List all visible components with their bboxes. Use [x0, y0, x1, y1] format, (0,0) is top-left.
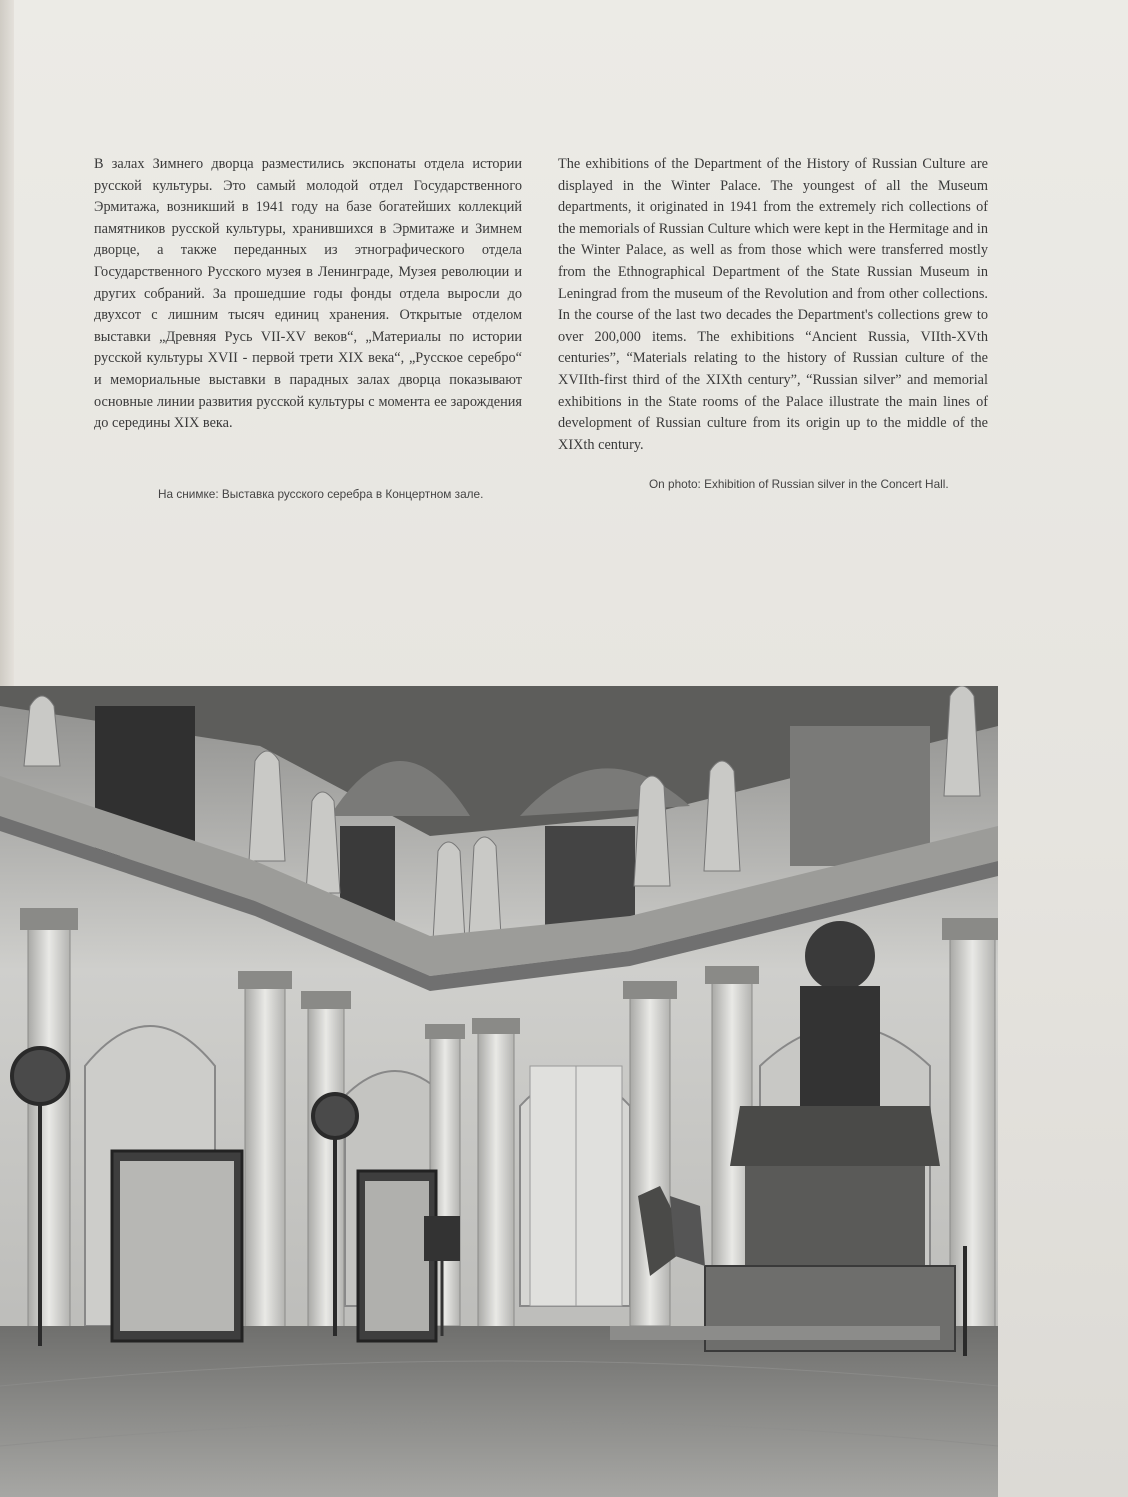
russian-photo-caption: На снимке: Выставка русского серебра в Концертном зале. [158, 487, 484, 501]
english-text-column: The exhibitions of the Department of the History of Russian Culture are displayed in the Winter Palace. The youngest of all the Museum departments, it originated in 1941 from the extremely rich collections of the memorials of Russian Culture which were kept in the Hermitage and in the Winter Palace, as well as from those which were transferred mostly from the Ethnographical Department of the State Russian Museum in Leningrad from the museum of the Revolution and from other collections. In the course of the last two decades the Department's collections grew to over 200,000 items. The exhibitions “Ancient Russia, VIIth-XVth centuries”, “Materials relating to the history of Russian culture of the XVIIth-first third of the XIXth century”, “Russian silver” and memorial exhibitions in the State rooms of the Palace illustrate the main lines of development of Russian culture from its origin up to the middle of the XIXth century. [558, 156, 988, 453]
russian-text-column: В залах Зимнего дворца разместились экспонаты отдела истории русской культуры. Это самый молодой отдел Государственного Эрмитажа, возникший в 1941 году на базе богатейших коллекций памятников русской культуры, хранившихся в Эрмитаже и Зимнем дворце, а также переданных из этнографического отдела Государственного Русского музея в Ленинграде, Музея революции и других собраний. За прошедшие годы фонды отдела выросли до двухсот с лишним тысяч единиц хранения. Открытые отделом выставки „Древняя Русь VII-XV веков“, „Материалы по истории русской культуры XVII - первой трети XIX века“, „Русское серебро“ и мемориальные выставки в парадных залах дворца показывают основные линии развития русской культуры с момента ее зарождения до середины XIX века. [94, 156, 522, 432]
concert-hall-photo [0, 686, 998, 1497]
concert-hall-illustration [0, 686, 998, 1497]
english-photo-caption: On photo: Exhibition of Russian silver in the Concert Hall. [649, 477, 949, 491]
